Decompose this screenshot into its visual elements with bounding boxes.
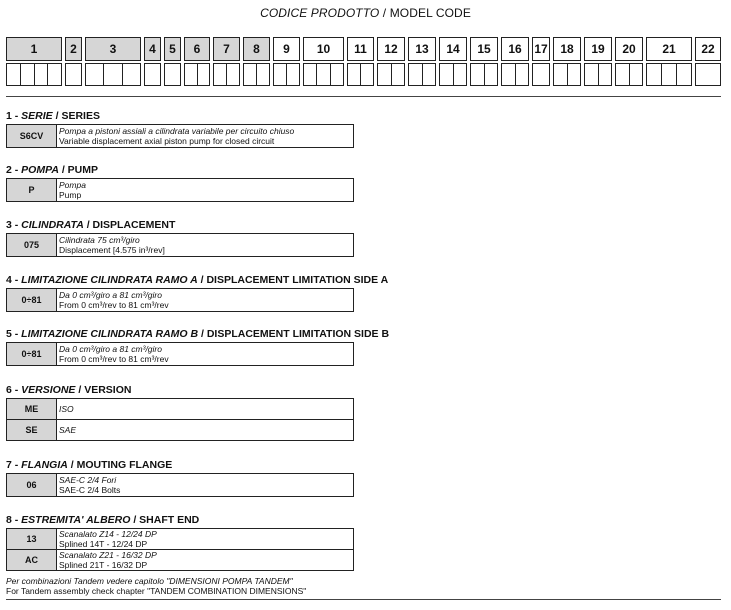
code-character-cell	[214, 64, 227, 85]
section-title-italian: SERIE	[21, 110, 53, 122]
option-row	[7, 550, 353, 570]
code-position-label: 4	[144, 37, 161, 61]
option-description-english: Pump	[59, 190, 82, 200]
code-character-cells	[584, 63, 612, 86]
code-character-cell	[471, 64, 485, 85]
code-character-cells	[470, 63, 498, 86]
code-position-label: 13	[408, 37, 436, 61]
code-position-label: 5	[164, 37, 181, 61]
top-divider	[6, 96, 721, 97]
code-character-cells	[553, 63, 581, 86]
option-description	[57, 529, 159, 549]
footer-italian: Per combinazioni Tandem vedere capitolo "DIMENSIONI POMPA TANDEM"	[6, 576, 293, 586]
code-character-cell	[502, 64, 516, 85]
code-character-cells	[6, 63, 62, 86]
code-position-label: 19	[584, 37, 612, 61]
code-position-15	[470, 37, 498, 86]
option-description-italian: ISO	[59, 404, 74, 414]
code-position-3	[85, 37, 141, 86]
option-description-english: SAE-C 2/4 Bolts	[59, 485, 121, 495]
code-position-12	[377, 37, 405, 86]
section-number: 1 -	[6, 110, 22, 122]
code-position-17	[532, 37, 550, 86]
option-table	[6, 342, 354, 366]
code-position-label: 20	[615, 37, 643, 61]
code-position-label: 21	[646, 37, 692, 61]
code-position-label: 22	[695, 37, 721, 61]
section-title	[6, 514, 199, 526]
option-code: 06	[7, 474, 57, 496]
code-character-cell	[331, 64, 343, 85]
option-description-english: From 0 cm³/rev to 81 cm³/rev	[59, 354, 169, 364]
option-table	[6, 124, 354, 148]
code-position-11	[347, 37, 374, 86]
section-number: 3 -	[6, 219, 22, 231]
option-description	[57, 343, 171, 365]
code-position-7	[213, 37, 240, 86]
option-description-english: Displacement [4.575 in³/rev]	[59, 245, 165, 255]
code-character-cell	[21, 64, 35, 85]
section-title-italian: FLANGIA	[21, 459, 68, 471]
option-row	[7, 420, 353, 440]
code-position-label: 16	[501, 37, 529, 61]
option-description	[57, 399, 76, 419]
option-description-english: Splined 21T - 16/32 DP	[59, 560, 148, 570]
section-title-italian: LIMITAZIONE CILINDRATA RAMO B	[21, 328, 199, 340]
code-position-label: 14	[439, 37, 467, 61]
section-title	[6, 328, 389, 340]
code-character-cell	[274, 64, 287, 85]
option-code: 075	[7, 234, 57, 256]
bottom-divider	[6, 599, 721, 600]
option-code: AC	[7, 550, 57, 570]
code-character-cell	[423, 64, 436, 85]
option-row	[7, 179, 353, 201]
option-row	[7, 529, 353, 550]
code-character-cell	[227, 64, 239, 85]
code-character-cell	[677, 64, 691, 85]
section-title-english: / SERIES	[52, 110, 100, 122]
code-character-cells	[501, 63, 529, 86]
code-position-label: 10	[303, 37, 344, 61]
option-description	[57, 234, 167, 256]
code-position-4	[144, 37, 161, 86]
option-row	[7, 474, 353, 496]
option-description-italian: SAE	[59, 425, 77, 435]
option-table	[6, 398, 354, 441]
option-row	[7, 399, 353, 420]
option-code: 0÷81	[7, 343, 57, 365]
code-character-cell	[585, 64, 599, 85]
option-description	[57, 474, 122, 496]
code-character-cells	[85, 63, 141, 86]
option-description-italian: Da 0 cm³/giro a 81 cm³/giro	[59, 344, 162, 354]
option-code: P	[7, 179, 57, 201]
title-english: MODEL CODE	[389, 6, 471, 20]
option-description	[57, 289, 171, 311]
option-row	[7, 289, 353, 311]
code-character-cells	[164, 63, 181, 86]
section-number: 2 -	[6, 164, 22, 176]
option-description-italian: Da 0 cm³/giro a 81 cm³/giro	[59, 290, 162, 300]
code-position-label: 12	[377, 37, 405, 61]
code-position-21	[646, 37, 692, 86]
code-character-cell	[454, 64, 467, 85]
option-table	[6, 233, 354, 257]
code-character-cell	[516, 64, 529, 85]
option-description-italian: Pompa	[59, 180, 86, 190]
code-character-cells	[213, 63, 240, 86]
section-title-english: / DISPLACEMENT LIMITATION SIDE A	[197, 274, 389, 286]
option-row	[7, 125, 353, 147]
code-character-cell	[568, 64, 581, 85]
code-position-label: 3	[85, 37, 141, 61]
code-character-cells	[303, 63, 344, 86]
code-position-20	[615, 37, 643, 86]
code-character-cells	[184, 63, 210, 86]
option-description-italian: Pompa a pistoni assiali a cilindrata variabile per circuito chiuso	[59, 126, 295, 136]
section-title-english: / SHAFT END	[130, 514, 200, 526]
code-position-label: 8	[243, 37, 270, 61]
code-character-cell	[185, 64, 198, 85]
title-italian: CODICE PRODOTTO	[260, 6, 380, 20]
code-character-cells	[273, 63, 300, 86]
code-position-19	[584, 37, 612, 86]
section-title-english: / VERSION	[75, 384, 132, 396]
option-table	[6, 178, 354, 202]
code-position-6	[184, 37, 210, 86]
code-character-cells	[377, 63, 405, 86]
code-character-cells	[532, 63, 550, 86]
code-character-cell	[198, 64, 210, 85]
code-position-1	[6, 37, 62, 86]
code-character-cell	[361, 64, 373, 85]
code-character-cells	[65, 63, 82, 86]
section-title-italian: LIMITAZIONE CILINDRATA RAMO A	[21, 274, 198, 286]
option-table	[6, 288, 354, 312]
option-description-english: From 0 cm³/rev to 81 cm³/rev	[59, 300, 169, 310]
code-character-cell	[7, 64, 21, 85]
code-character-cells	[347, 63, 374, 86]
code-position-2	[65, 37, 82, 86]
code-position-9	[273, 37, 300, 86]
code-position-label: 7	[213, 37, 240, 61]
option-description	[57, 179, 88, 201]
section-number: 4 -	[6, 274, 22, 286]
code-position-13	[408, 37, 436, 86]
code-character-cell	[409, 64, 423, 85]
section-number: 8 -	[6, 514, 22, 526]
code-character-cells	[243, 63, 270, 86]
section-title-english: / DISPLACEMENT LIMITATION SIDE B	[198, 328, 390, 340]
section-title	[6, 164, 98, 176]
code-character-cell	[123, 64, 140, 85]
code-character-cell	[244, 64, 257, 85]
code-position-5	[164, 37, 181, 86]
section-title-italian: ESTREMITA' ALBERO	[21, 514, 131, 526]
option-description-italian: Scanalato Z21 - 16/32 DP	[59, 550, 157, 560]
code-position-16	[501, 37, 529, 86]
option-description	[57, 550, 159, 570]
code-position-18	[553, 37, 581, 86]
code-character-cell	[48, 64, 61, 85]
code-character-cells	[646, 63, 692, 86]
option-description-english: Splined 14T - 12/24 DP	[59, 539, 148, 549]
section-title	[6, 459, 172, 471]
code-character-cell	[662, 64, 677, 85]
section-number: 6 -	[6, 384, 22, 396]
code-character-cell	[86, 64, 104, 85]
section-title-english: / DISPLACEMENT	[83, 219, 176, 231]
code-character-cell	[104, 64, 122, 85]
section-title-italian: CILINDRATA	[21, 219, 84, 231]
code-character-cells	[144, 63, 161, 86]
code-character-cell	[66, 64, 81, 85]
code-position-label: 18	[553, 37, 581, 61]
option-row	[7, 343, 353, 365]
option-description	[57, 420, 78, 440]
code-position-label: 2	[65, 37, 82, 61]
code-character-cell	[554, 64, 568, 85]
code-position-22	[695, 37, 721, 86]
code-character-cells	[408, 63, 436, 86]
section-title	[6, 219, 175, 231]
option-code: 13	[7, 529, 57, 549]
code-position-label: 15	[470, 37, 498, 61]
section-title	[6, 274, 388, 286]
code-character-cell	[485, 64, 498, 85]
footer-english: For Tandem assembly check chapter "TANDEM COMBINATION DIMENSIONS"	[6, 586, 307, 596]
code-character-cells	[695, 63, 721, 86]
code-character-cell	[145, 64, 160, 85]
option-table	[6, 528, 354, 571]
code-character-cell	[348, 64, 361, 85]
code-position-label: 6	[184, 37, 210, 61]
option-description	[57, 125, 296, 147]
code-position-8	[243, 37, 270, 86]
code-character-cell	[257, 64, 269, 85]
section-title	[6, 110, 100, 122]
code-position-label: 11	[347, 37, 374, 61]
code-character-cell	[616, 64, 630, 85]
option-description-italian: Cilindrata 75 cm³/giro	[59, 235, 140, 245]
code-character-cell	[630, 64, 643, 85]
code-position-14	[439, 37, 467, 86]
section-title-english: / MOUTING FLANGE	[67, 459, 173, 471]
option-code: S6CV	[7, 125, 57, 147]
option-description-italian: SAE-C 2/4 Fori	[59, 475, 117, 485]
section-number: 7 -	[6, 459, 22, 471]
code-character-cell	[304, 64, 317, 85]
code-character-cell	[696, 64, 720, 85]
code-position-label: 9	[273, 37, 300, 61]
option-description-english: Variable displacement axial piston pump for closed circuit	[59, 136, 275, 146]
option-code: ME	[7, 399, 57, 419]
code-character-cell	[378, 64, 392, 85]
code-character-cell	[599, 64, 612, 85]
code-position-label: 17	[532, 37, 550, 61]
option-code: 0÷81	[7, 289, 57, 311]
code-character-cell	[392, 64, 405, 85]
section-title	[6, 384, 131, 396]
section-title-italian: POMPA	[21, 164, 59, 176]
option-code: SE	[7, 420, 57, 440]
page-title	[0, 6, 731, 20]
code-character-cell	[165, 64, 180, 85]
code-character-cells	[615, 63, 643, 86]
code-position-label: 1	[6, 37, 62, 61]
code-character-cells	[439, 63, 467, 86]
option-description-italian: Scanalato Z14 - 12/24 DP	[59, 529, 157, 539]
section-title-english: / PUMP	[58, 164, 98, 176]
code-character-cell	[533, 64, 549, 85]
section-number: 5 -	[6, 328, 22, 340]
code-character-cell	[317, 64, 330, 85]
code-character-cell	[647, 64, 662, 85]
code-character-cell	[35, 64, 49, 85]
title-separator: /	[379, 6, 390, 20]
code-position-10	[303, 37, 344, 86]
code-character-cell	[287, 64, 299, 85]
option-table	[6, 473, 354, 497]
footer-note	[6, 576, 306, 596]
section-title-italian: VERSIONE	[21, 384, 76, 396]
code-character-cell	[440, 64, 454, 85]
option-row	[7, 234, 353, 256]
